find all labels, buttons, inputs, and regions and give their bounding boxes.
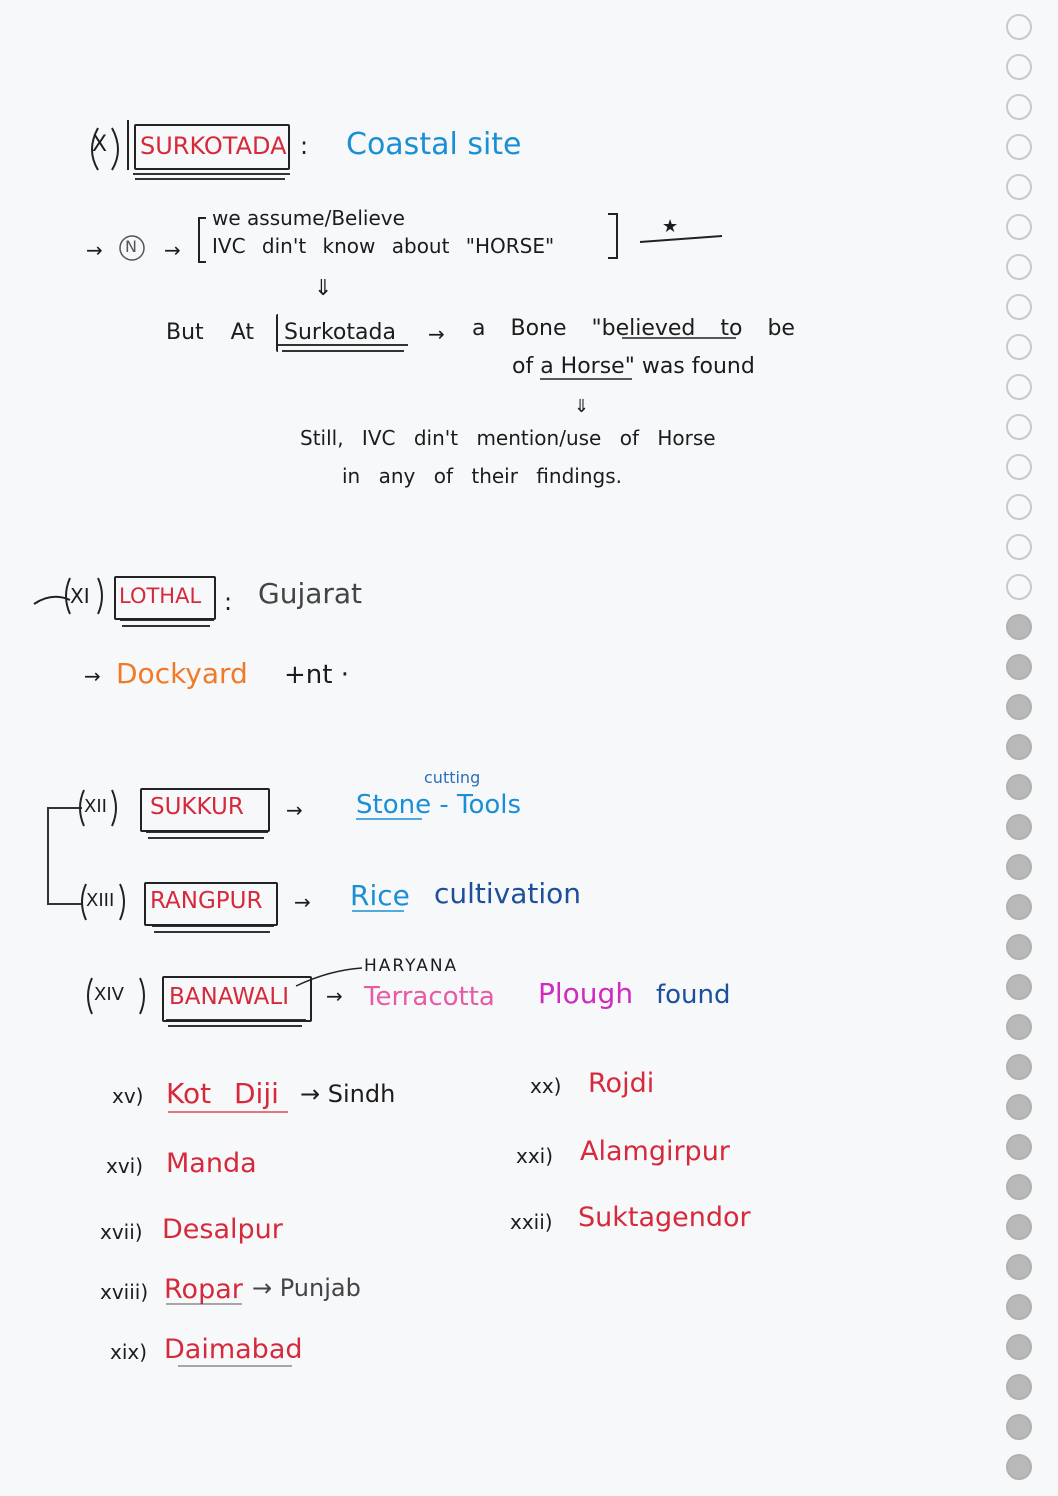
- note-still-2: in any of their findings.: [342, 464, 622, 488]
- list-item-name: Suktagendor: [578, 1202, 751, 1233]
- binding-hole: [1006, 54, 1032, 80]
- binding-hole: [1006, 454, 1032, 480]
- binding-hole: [1006, 94, 1032, 120]
- binding-hole: [1006, 1014, 1032, 1040]
- binding-hole: [1006, 414, 1032, 440]
- list-item-name: Rojdi: [588, 1068, 655, 1099]
- list-item-name: Alamgirpur: [580, 1136, 730, 1167]
- list-item-number: xx): [530, 1074, 562, 1098]
- binding-hole: [1006, 14, 1032, 40]
- binding-hole: [1006, 934, 1032, 960]
- binding-hole: [1006, 694, 1032, 720]
- section-10-site: SURKOTADA: [140, 132, 287, 160]
- colon: :: [224, 588, 233, 616]
- arrow-right: →: [294, 890, 311, 914]
- binding-hole: [1006, 1054, 1032, 1080]
- list-item-name: Manda: [166, 1148, 257, 1179]
- section-12-caret: cutting: [424, 768, 481, 787]
- section-10-number: X: [92, 132, 108, 157]
- section-14-desc-1: Terracotta: [364, 982, 495, 1012]
- binding-hole: [1006, 214, 1032, 240]
- binding-hole: [1006, 334, 1032, 360]
- binding-hole: [1006, 1214, 1032, 1240]
- arrow-down-icon: ⇓: [574, 396, 590, 417]
- section-12-number: XII: [84, 796, 107, 817]
- binding-hole: [1006, 974, 1032, 1000]
- binding-hole: [1006, 1454, 1032, 1480]
- colon: :: [300, 132, 309, 160]
- binding-hole: [1006, 134, 1032, 160]
- spiral-binding: [1000, 0, 1040, 1496]
- section-11-point: Dockyard: [116, 657, 248, 690]
- note-but-at: But At: [166, 320, 254, 345]
- binding-hole: [1006, 814, 1032, 840]
- note-line-1: we assume/Believe: [212, 206, 405, 230]
- binding-hole: [1006, 494, 1032, 520]
- section-14-state: HARYANA: [364, 956, 459, 976]
- arrow-right: →: [326, 984, 343, 1008]
- note-bone-2: of a Horse" was found: [512, 354, 755, 379]
- note-bone-1: a Bone "believed to be: [472, 316, 795, 341]
- note-marker: N: [125, 237, 137, 256]
- list-item-number: xviii): [100, 1280, 149, 1304]
- section-14-number: XIV: [94, 984, 124, 1005]
- list-item-number: xvi): [106, 1154, 144, 1178]
- binding-hole: [1006, 254, 1032, 280]
- binding-hole: [1006, 614, 1032, 640]
- section-13-desc-2: cultivation: [434, 877, 582, 910]
- section-13-site: RANGPUR: [150, 888, 263, 914]
- list-item-extra: → Sindh: [300, 1080, 396, 1108]
- binding-hole: [1006, 854, 1032, 880]
- binding-hole: [1006, 534, 1032, 560]
- binding-hole: [1006, 374, 1032, 400]
- binding-hole: [1006, 734, 1032, 760]
- note-site: Surkotada: [284, 320, 396, 345]
- binding-hole: [1006, 174, 1032, 200]
- section-12-desc: Stone - Tools: [356, 790, 522, 820]
- list-item-number: xxii): [510, 1210, 553, 1234]
- binding-hole: [1006, 1374, 1032, 1400]
- arrow-right: →: [84, 664, 101, 688]
- section-11-number: XI: [70, 584, 90, 608]
- section-10-desc: Coastal site: [346, 127, 522, 162]
- arrow-down-icon: ⇓: [314, 276, 333, 301]
- note-still-1: Still, IVC din't mention/use of Horse: [300, 426, 716, 450]
- list-item-number: xv): [112, 1084, 144, 1108]
- binding-hole: [1006, 1294, 1032, 1320]
- binding-hole: [1006, 774, 1032, 800]
- section-12-site: SUKKUR: [150, 794, 244, 820]
- arrow-right: →: [164, 238, 181, 262]
- arrow-right: →: [286, 798, 303, 822]
- binding-hole: [1006, 1094, 1032, 1120]
- list-item-name: Desalpur: [162, 1214, 283, 1245]
- binding-hole: [1006, 294, 1032, 320]
- section-14-site: BANAWALI: [169, 984, 290, 1010]
- list-item-extra: → Punjab: [252, 1274, 361, 1302]
- section-11-extra: +nt ·: [284, 660, 349, 690]
- binding-hole: [1006, 1334, 1032, 1360]
- note-line-2: IVC din't know about "HORSE": [212, 234, 555, 258]
- binding-hole: [1006, 654, 1032, 680]
- binding-hole: [1006, 1174, 1032, 1200]
- list-item-name: Daimabad: [164, 1334, 303, 1365]
- section-11-site: LOTHAL: [119, 584, 202, 608]
- list-item-number: xvii): [100, 1220, 143, 1244]
- section-14-desc-2: Plough: [538, 977, 634, 1010]
- section-14-desc-3: found: [656, 980, 731, 1010]
- section-13-number: XIII: [86, 890, 115, 911]
- list-item-name: Ropar: [164, 1274, 243, 1305]
- binding-hole: [1006, 1254, 1032, 1280]
- arrow-right: →: [86, 238, 103, 262]
- list-item-number: xxi): [516, 1144, 554, 1168]
- binding-hole: [1006, 574, 1032, 600]
- section-13-desc-1: Rice: [350, 879, 410, 912]
- binding-hole: [1006, 894, 1032, 920]
- binding-hole: [1006, 1414, 1032, 1440]
- star-icon: ★: [662, 216, 679, 237]
- list-item-name: Kot Diji: [166, 1077, 279, 1110]
- section-11-desc: Gujarat: [258, 577, 363, 610]
- list-item-number: xix): [110, 1340, 148, 1364]
- arrow-right: →: [428, 322, 445, 346]
- binding-hole: [1006, 1134, 1032, 1160]
